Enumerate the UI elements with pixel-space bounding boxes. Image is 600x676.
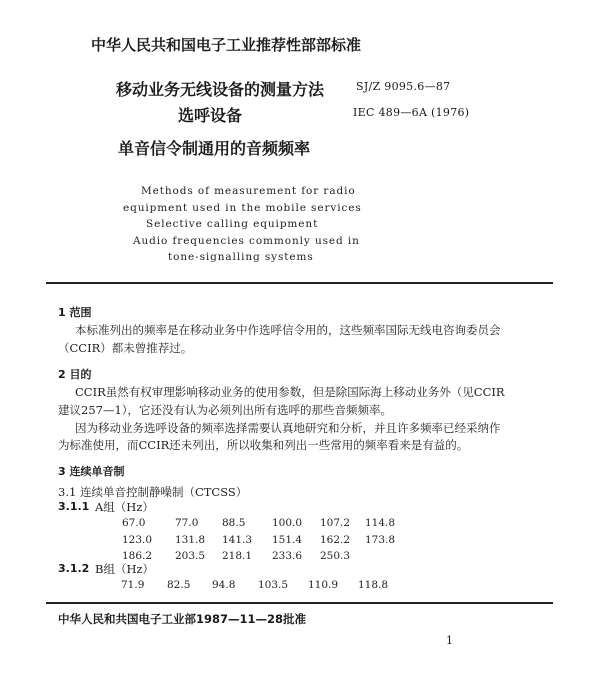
group-a-value: 77.0 bbox=[175, 517, 199, 529]
subsection-3-1-2-number: 3.1.2 bbox=[58, 562, 90, 575]
group-a-value: 218.1 bbox=[222, 550, 253, 562]
english-title-line-5: tone-signalling systems bbox=[168, 251, 314, 263]
group-a-value: 250.3 bbox=[320, 550, 351, 562]
subsection-3-1-1-label: A组（Hz） bbox=[95, 500, 154, 514]
section-1-text-line-2: （CCIR）都未曾推荐过。 bbox=[58, 341, 193, 355]
group-b-value: 82.5 bbox=[167, 579, 191, 591]
footer-divider bbox=[46, 602, 553, 604]
group-a-value: 107.2 bbox=[320, 517, 351, 529]
group-a-value: 123.0 bbox=[122, 534, 153, 546]
title-line-3: 单音信令制通用的音频频率 bbox=[118, 139, 311, 158]
standard-org-header: 中华人民共和国电子工业推荐性部部标准 bbox=[91, 36, 362, 54]
page-number: 1 bbox=[446, 634, 453, 647]
section-2-text-line-4: 为标准使用，而CCIR还未列出，所以收集和列出一些常用的频率看来是有益的。 bbox=[58, 438, 469, 452]
english-title-line-2: equipment used in the mobile services bbox=[123, 202, 362, 214]
section-2-text-line-3: 因为移动业务选呼设备的频率选择需要认真地研究和分析，并且许多频率已经采纳作 bbox=[75, 421, 501, 435]
group-a-value: 100.0 bbox=[272, 517, 303, 529]
subsection-3-1-1-number: 3.1.1 bbox=[58, 500, 90, 513]
group-b-value: 94.8 bbox=[212, 579, 236, 591]
section-2-heading: 2 目的 bbox=[58, 368, 92, 381]
group-a-value: 131.8 bbox=[175, 534, 206, 546]
group-b-value: 110.9 bbox=[308, 579, 339, 591]
group-a-value: 233.6 bbox=[272, 550, 303, 562]
title-line-2: 选呼设备 bbox=[178, 106, 243, 125]
section-2-text-line-1: CCIR虽然有权审理影响移动业务的使用参数，但是除国际海上移动业务外（见CCIR bbox=[75, 385, 505, 399]
iec-code: IEC 489—6A (1976) bbox=[353, 106, 470, 119]
group-b-value: 71.9 bbox=[121, 579, 145, 591]
title-line-1: 移动业务无线设备的测量方法 bbox=[116, 80, 325, 99]
standard-code: SJ/Z 9095.6—87 bbox=[356, 80, 451, 93]
group-a-value: 173.8 bbox=[365, 534, 396, 546]
group-a-value: 67.0 bbox=[122, 517, 146, 529]
approval-line: 中华人民和共国电子工业部1987—11—28批准 bbox=[58, 612, 307, 626]
section-2-text-line-2: 建议257—1），它还没有认为必须列出所有选呼的那些音频频率。 bbox=[58, 403, 393, 417]
group-a-value: 141.3 bbox=[222, 534, 253, 546]
english-title-line-1: Methods of measurement for radio bbox=[141, 185, 356, 197]
group-a-value: 203.5 bbox=[175, 550, 206, 562]
group-b-value: 103.5 bbox=[258, 579, 289, 591]
group-a-value: 88.5 bbox=[222, 517, 246, 529]
subsection-3-1-heading: 3.1 连续单音控制静噪制（CTCSS） bbox=[58, 485, 248, 499]
group-b-value: 118.8 bbox=[358, 579, 389, 591]
english-title-line-3: Selective calling equipment bbox=[146, 218, 319, 230]
section-3-heading: 3 连续单音制 bbox=[58, 465, 125, 478]
group-a-value: 114.8 bbox=[365, 517, 396, 529]
group-a-value: 186.2 bbox=[122, 550, 153, 562]
section-1-text-line-1: 本标准列出的频率是在移动业务中作选呼信令用的，这些频率国际无线电咨询委员会 bbox=[75, 323, 501, 337]
group-a-value: 151.4 bbox=[272, 534, 303, 546]
english-title-line-4: Audio frequencies commonly used in bbox=[133, 235, 360, 247]
subsection-3-1-2-label: B组（Hz） bbox=[95, 562, 155, 576]
header-divider bbox=[46, 282, 553, 284]
group-a-value: 162.2 bbox=[320, 534, 351, 546]
section-1-heading: 1 范围 bbox=[58, 306, 92, 319]
